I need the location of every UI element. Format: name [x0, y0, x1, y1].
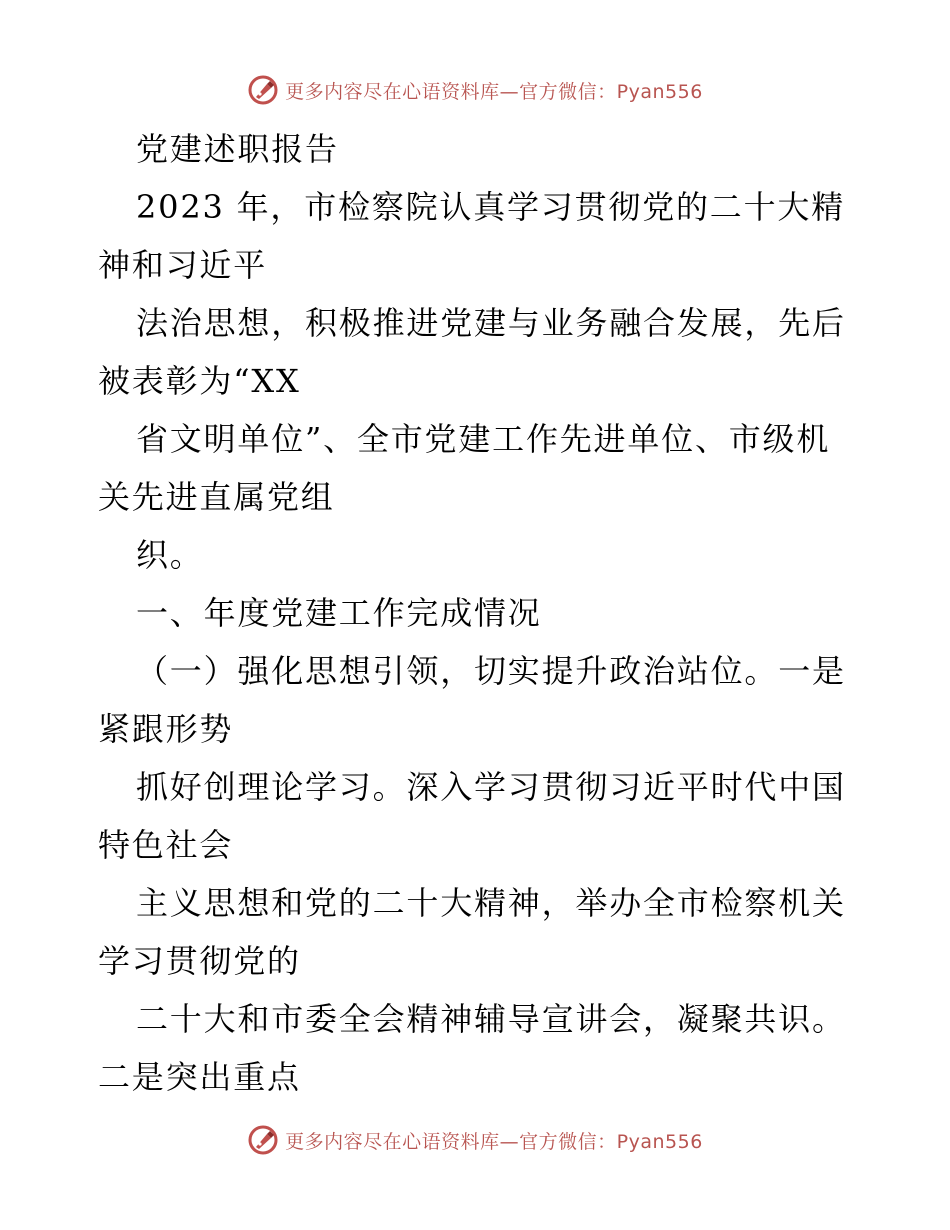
text-line: 党建述职报告	[136, 130, 339, 168]
pen-nib-logo-icon	[247, 74, 279, 106]
text-line: 织。	[136, 536, 204, 574]
text-line: 神和习近平	[98, 246, 268, 284]
watermark-text: 更多内容尽在心语资料库—官方微信：Pyan556	[285, 80, 703, 103]
text-line: （一）强化思想引领，切实提升政治站位。一是	[136, 652, 846, 690]
document-body	[98, 120, 858, 1106]
text-line: 2023 年，市检察院认真学习贯彻党的二十大精	[136, 188, 846, 226]
pen-nib-logo-icon	[247, 1124, 279, 1156]
text-line: 紧跟形势	[98, 710, 234, 748]
text-line: 二十大和市委全会精神辅导宣讲会，凝聚共识。	[136, 1000, 846, 1038]
text-line: 关先进直属党组	[98, 478, 335, 516]
text-line: 学习贯彻党的	[98, 942, 301, 980]
text-line: 一、年度党建工作完成情况	[136, 594, 542, 632]
watermark-banner-top	[0, 70, 950, 110]
text-line: 被表彰为“XX	[98, 362, 301, 400]
text-line: 二是突出重点	[98, 1058, 301, 1096]
text-line: 特色社会	[98, 826, 234, 864]
text-line: 省文明单位”、全市党建工作先进单位、市级机	[136, 420, 831, 458]
watermark-banner-bottom	[0, 1120, 950, 1160]
text-line: 抓好创理论学习。深入学习贯彻习近平时代中国	[136, 768, 846, 806]
text-line: 法治思想，积极推进党建与业务融合发展，先后	[136, 304, 846, 342]
watermark-text: 更多内容尽在心语资料库—官方微信：Pyan556	[285, 1130, 703, 1153]
text-line: 主义思想和党的二十大精神，举办全市检察机关	[136, 884, 846, 922]
